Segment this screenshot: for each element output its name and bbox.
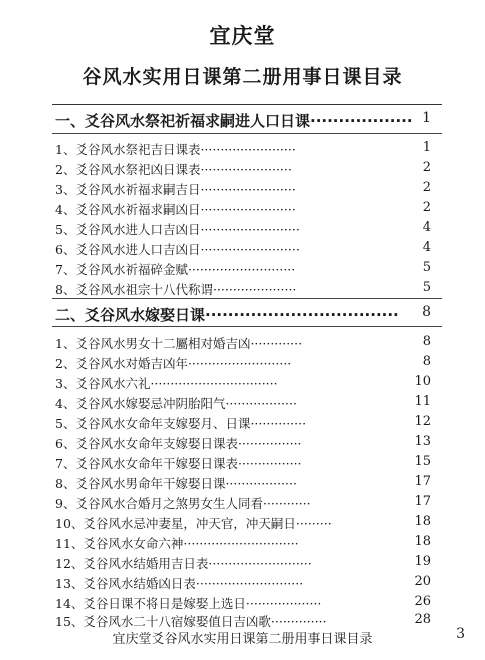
toc-item[interactable]: [55, 374, 435, 394]
toc-item-page: 11: [414, 394, 431, 409]
publisher-heading: 宜庆堂: [209, 24, 276, 48]
toc-item-title: 5、爻谷风水女命年支嫁娶月、日课··············: [55, 416, 307, 431]
toc-item[interactable]: [55, 260, 435, 280]
toc-item-title: 8、爻谷风水男命年干嫁娶日课··················: [55, 476, 297, 491]
section-rule: [52, 133, 442, 134]
toc-item-title: 7、爻谷风水女命年干嫁娶日课表················: [55, 456, 302, 471]
toc-section-1[interactable]: [55, 110, 435, 132]
toc-item[interactable]: [55, 554, 435, 574]
toc-item[interactable]: [55, 140, 435, 160]
section-rule: [52, 326, 442, 327]
toc-item[interactable]: [55, 280, 435, 300]
toc-item-page: 13: [414, 434, 431, 449]
toc-item[interactable]: [55, 160, 435, 180]
toc-item-page: 26: [414, 594, 431, 609]
toc-item-page: 17: [414, 474, 431, 489]
toc-item-title: 12、爻谷风水结婚用吉日表··························: [55, 556, 312, 571]
toc-item-page: 20: [414, 574, 431, 589]
toc-item-page: 5: [422, 260, 431, 275]
toc-item-page: 8: [422, 354, 431, 369]
page-footer: 宜庆堂爻谷风水实用日课第二册用事日课目录: [112, 632, 373, 647]
toc-item[interactable]: [55, 334, 435, 354]
toc-item-title: 13、爻谷风水结婚凶日表···························: [55, 576, 304, 591]
toc-item-page: 18: [414, 514, 431, 529]
toc-item-title: 5、爻谷风水进人口吉凶日·························: [55, 222, 300, 237]
toc-item-title: 1、爻谷风水祭祀吉日课表························: [55, 142, 296, 157]
toc-item-title: 10、爻谷风水忌冲妻星，冲天官，冲天嗣日·········: [55, 516, 332, 531]
toc-item-title: 6、爻谷风水进人口吉凶日·························: [55, 242, 300, 257]
toc-section-title: 二、爻谷风水嫁娶日课··································: [55, 306, 399, 324]
toc-item[interactable]: [55, 594, 435, 614]
page-number: 3: [456, 626, 465, 642]
toc-item[interactable]: [55, 474, 435, 494]
toc-item[interactable]: [55, 200, 435, 220]
toc-item-page: 4: [422, 240, 431, 255]
toc-item-title: 7、爻谷风水祈福碎金赋···························: [55, 262, 296, 277]
toc-item-title: 15、爻谷风水二十八宿嫁娶值日吉凶歌··············: [55, 614, 327, 629]
toc-item-title: 1、爻谷风水男女十二屬相对婚吉凶·············: [55, 336, 303, 351]
toc-item[interactable]: [55, 434, 435, 454]
toc-item-title: 9、爻谷风水合婚月之煞男女生人同看············: [55, 496, 311, 511]
toc-item-page: 8: [422, 334, 431, 349]
toc-item-page: 17: [414, 494, 431, 509]
section-rule: [52, 298, 442, 299]
toc-item[interactable]: [55, 514, 435, 534]
toc-item-page: 18: [414, 534, 431, 549]
toc-item[interactable]: [55, 414, 435, 434]
toc-item-page: 2: [422, 180, 431, 195]
toc-item-page: 19: [414, 554, 431, 569]
toc-item[interactable]: [55, 240, 435, 260]
toc-item-title: 3、爻谷风水祈福求嗣吉日························: [55, 182, 296, 197]
toc-item-page: 2: [422, 160, 431, 175]
toc-item[interactable]: [55, 454, 435, 474]
toc-item-page: 15: [414, 454, 431, 469]
toc-item-page: 2: [422, 200, 431, 215]
toc-item[interactable]: [55, 534, 435, 554]
toc-item[interactable]: [55, 220, 435, 240]
toc-item-title: 4、爻谷风水祈福求嗣凶日························: [55, 202, 296, 217]
toc-item-page: 1: [422, 140, 431, 155]
toc-item-page: 4: [422, 220, 431, 235]
toc-item-title: 2、爻谷风水对婚吉凶年··························: [55, 356, 292, 371]
toc-section-title: 一、爻谷风水祭祀祈福求嗣进人口日课··················: [55, 112, 413, 130]
toc-item[interactable]: [55, 354, 435, 374]
toc-item-page: 12: [414, 414, 431, 429]
toc-item[interactable]: [55, 394, 435, 414]
toc-item-title: 11、爻谷风水女命六神·····························: [55, 536, 299, 551]
toc-item-page: 5: [422, 280, 431, 295]
page-title: 谷风水实用日课第二册用事日课目录: [82, 66, 403, 88]
toc-item-title: 3、爻谷风水六礼································: [55, 376, 278, 391]
toc-item-title: 8、爻谷风水祖宗十八代称谓·····················: [55, 282, 297, 297]
toc-item[interactable]: [55, 574, 435, 594]
top-rule: [52, 104, 442, 105]
toc-item-title: 2、爻谷风水祭祀凶日课表·······················: [55, 162, 292, 177]
toc-item-title: 6、爻谷风水女命年支嫁娶日课表················: [55, 436, 302, 451]
toc-section-2[interactable]: [55, 304, 435, 326]
toc-item-title: 14、爻谷日课不将日是嫁娶上选日···················: [55, 596, 322, 611]
toc-item-page: 10: [414, 374, 431, 389]
toc-item[interactable]: [55, 180, 435, 200]
toc-item-page: 28: [414, 612, 431, 627]
toc-section-page: 1: [422, 110, 431, 126]
toc-item[interactable]: [55, 494, 435, 514]
toc-item-title: 4、爻谷风水嫁娶忌冲阴胎阳气··················: [55, 396, 297, 411]
toc-section-page: 8: [422, 304, 431, 320]
